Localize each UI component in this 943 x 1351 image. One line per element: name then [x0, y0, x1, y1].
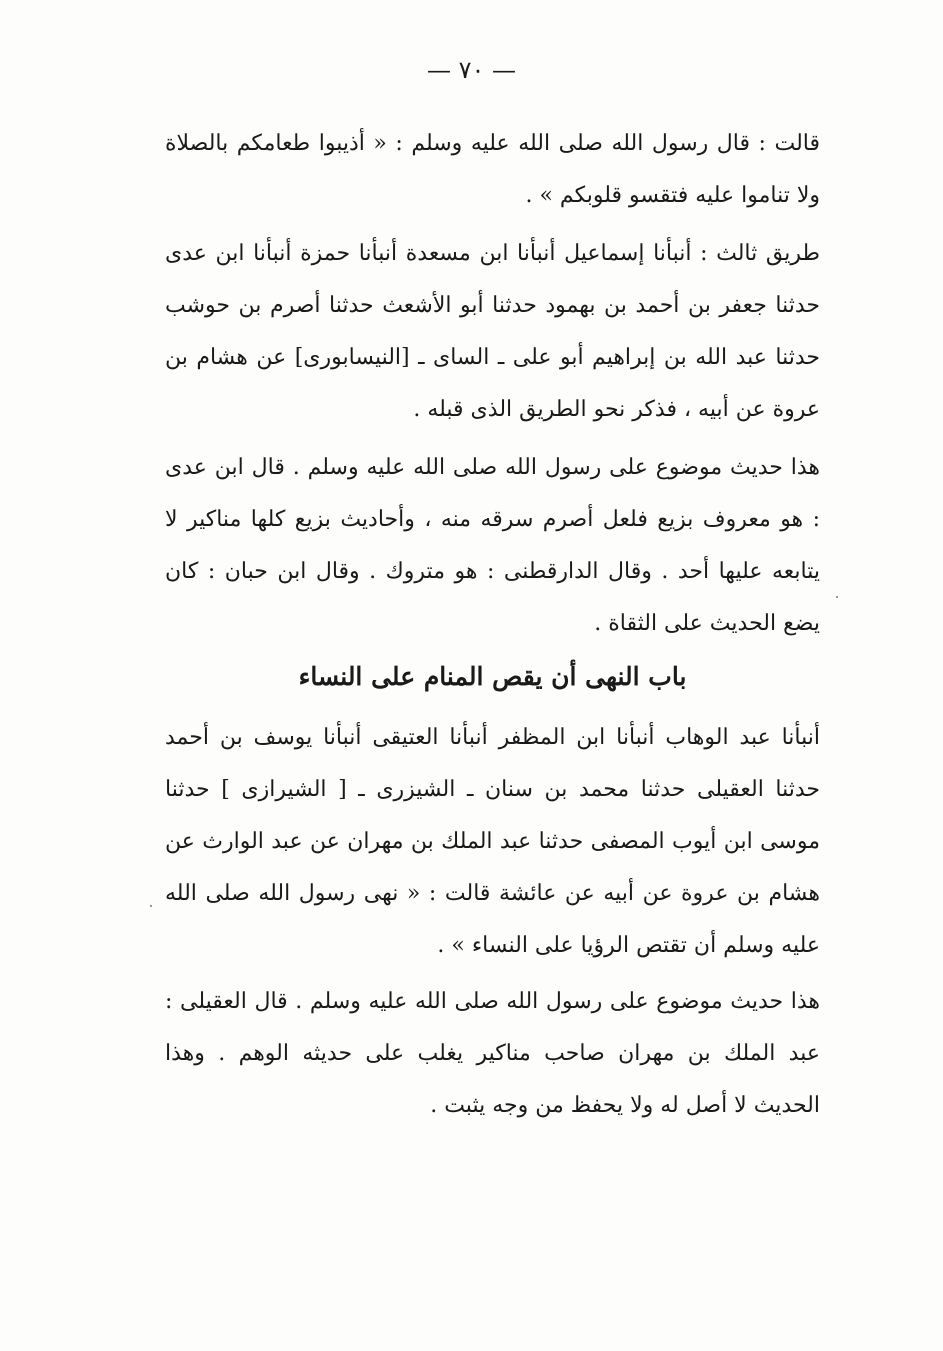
paragraph-text: هذا حديث موضوع على رسول الله صلى الله عليه وسلم . قال العقيلى : عبد الملك بن مهران صاحب مناكير يغلب على حديثه الوهم . وهذا الحديث لا أصل له ولا يحفظ من وجه يثبت . [165, 989, 820, 1118]
paragraph-5 [165, 976, 820, 1132]
chapter-heading: باب النهى أن يقص المنام على النساء [298, 662, 687, 691]
paragraph-4 [165, 712, 820, 972]
scan-speck [150, 905, 152, 907]
paragraph-2 [165, 228, 820, 436]
paragraph-text: أنبأنا عبد الوهاب أنبأنا ابن المظفر أنبأنا العتيقى أنبأنا يوسف بن أحمد حدثنا العقيلى حدثنا محمد بن سنان ـ الشيزرى ـ [ الشيرازى ] حدثنا موسى ابن أيوب المصفى حدثنا عبد الملك بن مهران عن عبد الوارث عن هشام بن عروة عن أبيه عن عائشة قالت : « نهى رسول الله صلى الله عليه وسلم أن تقتص الرؤيا على النساء » . [165, 725, 820, 958]
paragraph-1 [165, 118, 820, 222]
paragraph-text: قالت : قال رسول الله صلى الله عليه وسلم : « أذيبوا طعامكم بالصلاة ولا تناموا عليه فتقسو قلوبكم » . [165, 131, 820, 208]
page-number: — ٧٠ — [426, 56, 517, 84]
paragraph-text: طريق ثالث : أنبأنا إسماعيل أنبأنا ابن مسعدة أنبأنا حمزة أنبأنا ابن عدى حدثنا جعفر بن أحمد بن بهمود حدثنا أبو الأشعث حدثنا أصرم بن حوشب حدثنا عبد الله بن إبراهيم أبو على ـ الساى ـ [النيسابورى] عن هشام بن عروة عن أبيه ، فذكر نحو الطريق الذى قبله . [165, 241, 820, 422]
paragraph-3 [165, 442, 820, 650]
paragraph-text: هذا حديث موضوع على رسول الله صلى الله عليه وسلم . قال ابن عدى : هو معروف بزيع فلعل أصرم سرقه منه ، وأحاديث بزيع كلها مناكير لا يتابعه عليها أحد . وقال الدارقطنى : هو متروك . وقال ابن حبان : كان يضع الحديث على الثقاة . [165, 455, 820, 636]
scan-speck [836, 596, 838, 598]
